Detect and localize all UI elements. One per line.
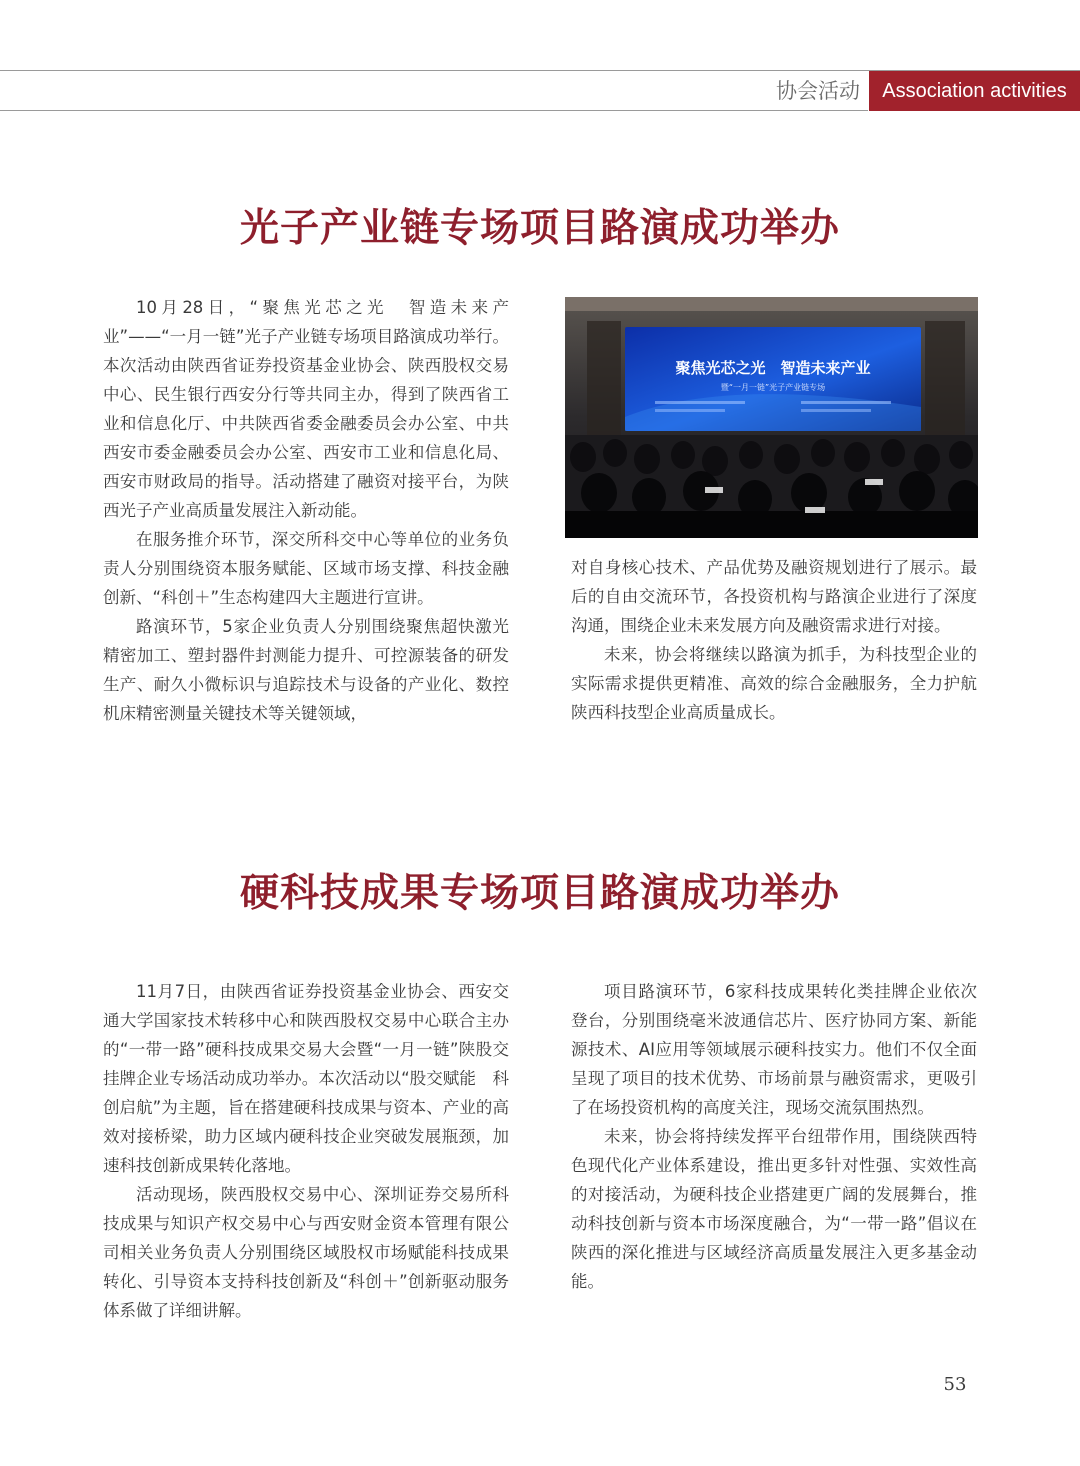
- article-2-right-column: [571, 977, 977, 1296]
- article-2-paragraph: 项目路演环节，6家科技成果转化类挂牌企业依次登台，分别围绕毫米波通信芯片、医疗协同方案、新能源技术、AI应用等领域展示硬科技实力。他们不仅全面呈现了项目的技术优势、市场前景与融资需求，更吸引了在场投资机构的高度关注，现场交流氛围热烈。: [571, 982, 977, 1117]
- article-1-left-column: [103, 293, 509, 728]
- page-number: 53: [943, 1374, 967, 1395]
- roadshow-event-photo: [565, 297, 978, 538]
- article-1-paragraph: 未来，协会将继续以路演为抓手，为科技型企业的实际需求提供更精准、高效的综合金融服务，全力护航陕西科技型企业高质量成长。: [571, 645, 977, 722]
- event-photo-illustration: [565, 297, 978, 538]
- article-1-right-column: [571, 553, 977, 727]
- screen-title-text: 聚焦光芯之光 智造未来产业: [675, 359, 871, 377]
- article-2-paragraph: 活动现场，陕西股权交易中心、深圳证券交易所科技成果与知识产权交易中心与西安财金资本管理有限公司相关业务负责人分别围绕区域股权市场赋能科技成果转化、引导资本支持科技创新及“科创＋”创新驱动服务体系做了详细讲解。: [103, 1185, 509, 1320]
- article-2-paragraph: 未来，协会将持续发挥平台纽带作用，围绕陕西特色现代化产业体系建设，推出更多针对性强、实效性高的对接活动，为硬科技企业搭建更广阔的发展舞台，推动科技创新与资本市场深度融合，为“一带一路”倡议在陕西的深化推进与区域经济高质量发展注入更多基金动能。: [571, 1127, 977, 1291]
- article-2-left-column: [103, 977, 509, 1325]
- article-1-title: 光子产业链专场项目路演成功举办: [239, 205, 840, 251]
- article-1-paragraph: 在服务推介环节，深交所科交中心等单位的业务负责人分别围绕资本服务赋能、区域市场支撑、科技金融创新、“科创＋”生态构建四大主题进行宣讲。: [103, 530, 509, 607]
- article-1-paragraph: 路演环节，5家企业负责人分别围绕聚焦超快激光精密加工、塑封器件封测能力提升、可控源装备的研发生产、耐久小微标识与追踪技术与设备的产业化、数控机床精密测量关键技术等关键领域，: [103, 617, 509, 723]
- article-2-paragraph: 11月7日，由陕西省证券投资基金业协会、西安交通大学国家技术转移中心和陕西股权交易中心联合主办的“一带一路”硬科技成果交易大会暨“一月一链”陕股交挂牌企业专场活动成功举办。本次活动以“股交赋能 科创启航”为主题，旨在搭建硬科技成果与资本、产业的高效对接桥梁，助力区域内硬科技企业突破发展瓶颈，加速科技创新成果转化落地。: [103, 982, 509, 1175]
- screen-subtitle-text: 暨“一月一链”光子产业链专场: [720, 383, 826, 392]
- article-2-title: 硬科技成果专场项目路演成功举办: [239, 870, 840, 916]
- section-label-en: Association activities: [869, 71, 1080, 111]
- article-1-paragraph: 10月28日，“聚焦光芯之光 智造未来产业”——“一月一链”光子产业链专场项目路演成功举行。本次活动由陕西省证券投资基金业协会、陕西股权交易中心、民生银行西安分行等共同主办，得到了陕西省工业和信息化厅、中共陕西省委金融委员会办公室、中共西安市委金融委员会办公室、西安市工业和信息化局、西安市财政局的指导。活动搭建了融资对接平台，为陕西光子产业高质量发展注入新动能。: [103, 298, 509, 520]
- section-label-cn: 协会活动: [776, 79, 860, 103]
- article-1-paragraph: 对自身核心技术、产品优势及融资规划进行了展示。最后的自由交流环节，各投资机构与路演企业进行了深度沟通，围绕企业未来发展方向及融资需求进行对接。: [571, 558, 977, 635]
- header-bottom-rule: [0, 110, 868, 111]
